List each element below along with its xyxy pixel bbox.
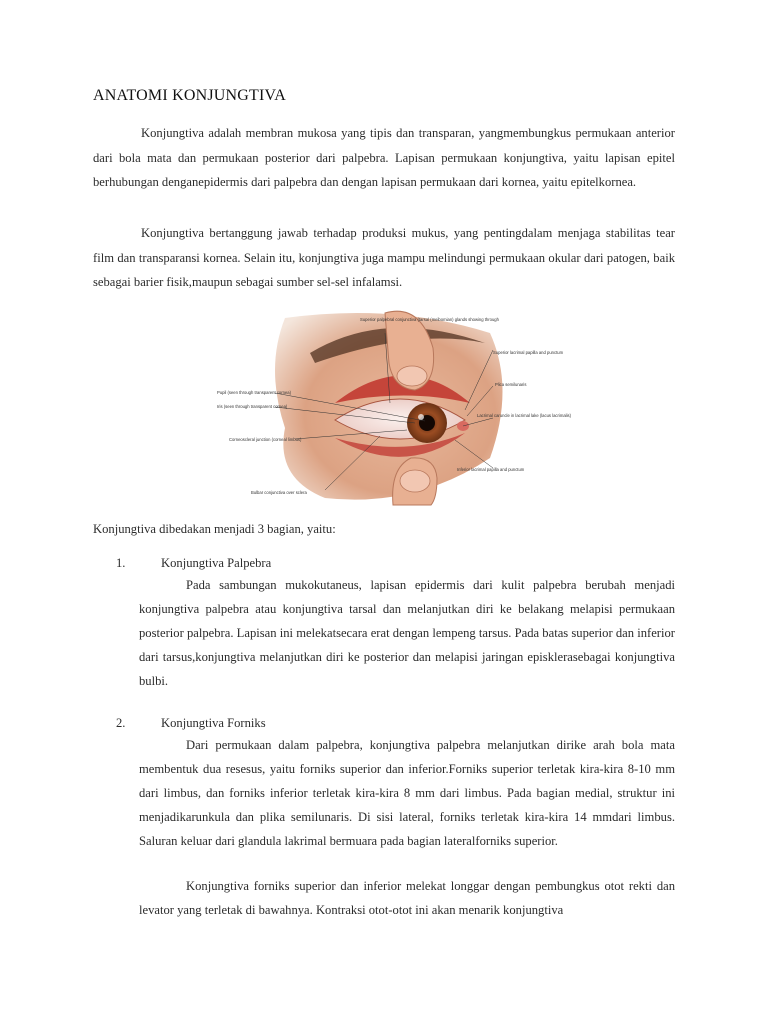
section-body-2: Dari permukaan dalam palpebra, konjungtiva palpebra melanjutkan dirike arah bola mata membentuk dua resesus, yaitu forniks superior dan inferior.Forniks superior terletak kira-kira 8-10 mm dari limbus, dan forniks inferior terletak kira-kira 8 mm dari limbus. Pada bagian medial, struktur ini menjadikarunkula dan plika semilunaris. Di sisi lateral, forniks terletak kira-kira 14 mmdari limbus. Saluran keluar dari glandula lakrimal bermuara pada bagian lateralforniks superior. — [139, 738, 675, 849]
label-superior-tarsal: Superior palpebral conjunctiva (tarsal (meibomian) glands showing through — [360, 317, 499, 322]
label-inferior-lacrimal: Inferior lacrimal papilla and punctum — [457, 467, 525, 472]
intro-paragraph-2: Konjungtiva bertanggung jawab terhadap produksi mukus, yang pentingdalam menjaga stabilitas tear film dan transparansi kornea. Selain itu, konjungtiva juga mampu melindungi permukaan okular dari patogen, baik sebagai barier fisik,maupun sebagai sumber sel-sel infalamsi. — [93, 226, 675, 290]
eye-anatomy-figure — [215, 308, 572, 505]
label-corneoscleral-junction: Corneoscleral junction (corneal limbus) — [229, 437, 302, 442]
section-title-1: Konjungtiva Palpebra — [161, 556, 272, 570]
section-body-1: Pada sambungan mukokutaneus, lapisan epidermis dari kulit palpebra berubah menjadi konjungtiva palpebra atau konjungtiva tarsal dan melanjutkan diri ke belakang melapisi permukaan posterior palpebra. Lapisan ini melekatsecara erat dengan lempeng tarsus. Pada batas superior dan inferior dari tarsus,konjungtiva melanjutkan diri ke posterior dan melapisi jaringan episklerasebagai konjungtiva bulbi. — [139, 578, 675, 689]
label-pupil: Pupil (seen through transparent cornea) — [217, 390, 292, 395]
intro-paragraph-1: Konjungtiva adalah membran mukosa yang tipis dan transparan, yangmembungkus permukaan anterior dari bola mata dan permukaan posterior dari palpebra. Lapisan permukaan konjungtiva, yaitu lapisan epitel berhubungan denganepidermis dari palpebra dan dengan lapisan permukaan dari kornea, yaitu epitelkornea. — [93, 126, 675, 190]
page-title: ANATOMI KONJUNGTIVA — [93, 87, 286, 104]
label-superior-lacrimal: Superior lacrimal papilla and punctum — [493, 350, 564, 355]
section-heading-2 — [116, 711, 266, 735]
section-number-1: 1. — [116, 556, 126, 570]
label-lacrimal-caruncle: Lacrimal caruncle in lacrimal lake (lacus lacrimalis) — [477, 413, 572, 418]
label-iris: Iris (seen through transparent cornea) — [217, 404, 288, 409]
section-heading-1 — [116, 551, 271, 575]
section-body-2b: Konjungtiva forniks superior dan inferior melekat longgar dengan pembungkus otot rekti dan levator yang terletak di bawahnya. Kontraksi otot-otot ini akan menarik konjungtiva — [139, 879, 675, 918]
label-plica-semilunaris: Plica semilunaris — [495, 382, 527, 387]
label-bulbar-conjunctiva: Bulbar conjunctiva over sclera — [251, 490, 307, 495]
sections-intro: Konjungtiva dibedakan menjadi 3 bagian, yaitu: — [93, 522, 336, 536]
section-title-2: Konjungtiva Forniks — [161, 716, 266, 730]
section-number-2: 2. — [116, 716, 126, 730]
